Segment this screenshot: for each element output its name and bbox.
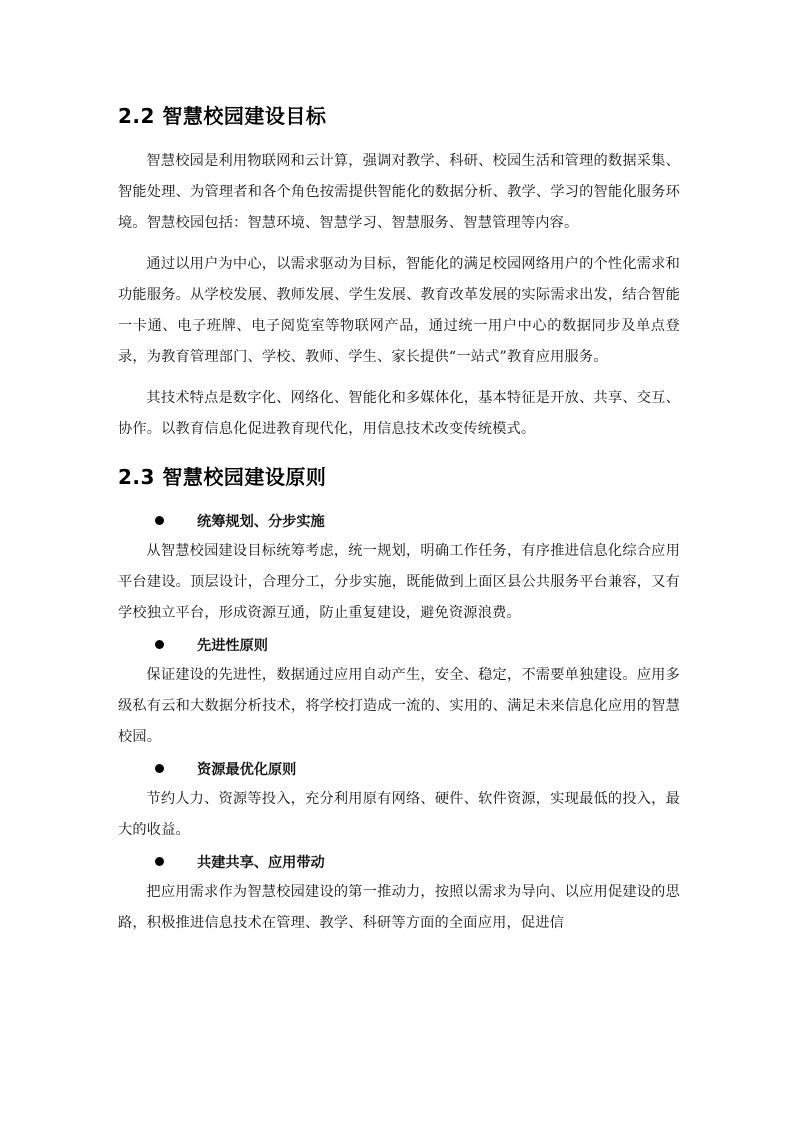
paragraph: 通过以用户为中心，以需求驱动为目标，智能化的满足校园网络用户的个性化需求和功能服务。从学校发展、教师发展、学生发展、教育改革发展的实际需求出发，结合智能一卡通、电子班牌、电子阅览室等物联网产品，通过统一用户中心的数据同步及单点登录，为教育管理部门、学校、教师、学生、家长提供“一站式”教育应用服务。: [118, 256, 680, 365]
paragraph: 其技术特点是数字化、网络化、智能化和多媒体化，基本特征是开放、共享、交互、协作。以教育信息化促进教育现代化，用信息技术改变传统模式。: [118, 390, 680, 437]
bullet-icon: [155, 640, 164, 649]
principle-title-text: 资源最优化原则: [197, 761, 297, 778]
principle-title-text: 共建共享、应用带动: [197, 854, 325, 871]
principle-title: [118, 629, 680, 660]
principle-title: [118, 505, 680, 536]
principle-text: 把应用需求作为智慧校园建设的第一推动力，按照以需求为导向、以应用促建设的思路，积极推进信息技术在管理、教学、科研等方面的全面应用，促进信: [118, 884, 680, 931]
principle-text: 保证建设的先进性，数据通过应用自动产生，安全、稳定，不需要单独建设。应用多级私有云和大数据分析技术，将学校打造成一流的、实用的、满足未来信息化应用的智慧校园。: [118, 667, 680, 745]
principle-title: [118, 846, 680, 877]
principle-text: 从智慧校园建设目标统筹考虑，统一规划，明确工作任务，有序推进信息化综合应用平台建设。顶层设计，合理分工，分步实施，既能做到上面区县公共服务平台兼容，又有学校独立平台，形成资源互通，防止重复建设，避免资源浪费。: [118, 543, 680, 621]
bullet-icon: [155, 516, 164, 525]
principle-text: 节约人力、资源等投入，充分利用原有网络、硬件、软件资源，实现最低的投入，最大的收益。: [118, 791, 680, 838]
bullet-icon: [155, 764, 164, 773]
principle-title-text: 统筹规划、分步实施: [197, 513, 325, 530]
principle-title-text: 先进性原则: [197, 637, 268, 654]
section-heading-2-2: 2.2 智慧校园建设目标: [118, 104, 327, 128]
paragraph: 智慧校园是利用物联网和云计算，强调对教学、科研、校园生活和管理的数据采集、智能处理、为管理者和各个角色按需提供智能化的数据分析、教学、学习的智能化服务环境。智慧校园包括：智慧环境、智慧学习、智慧服务、智慧管理等内容。: [118, 153, 680, 231]
principle-title: [118, 753, 680, 784]
document-page: [118, 96, 680, 939]
bullet-icon: [155, 857, 164, 866]
section-heading-2-3: 2.3 智慧校园建设原则: [118, 465, 327, 489]
